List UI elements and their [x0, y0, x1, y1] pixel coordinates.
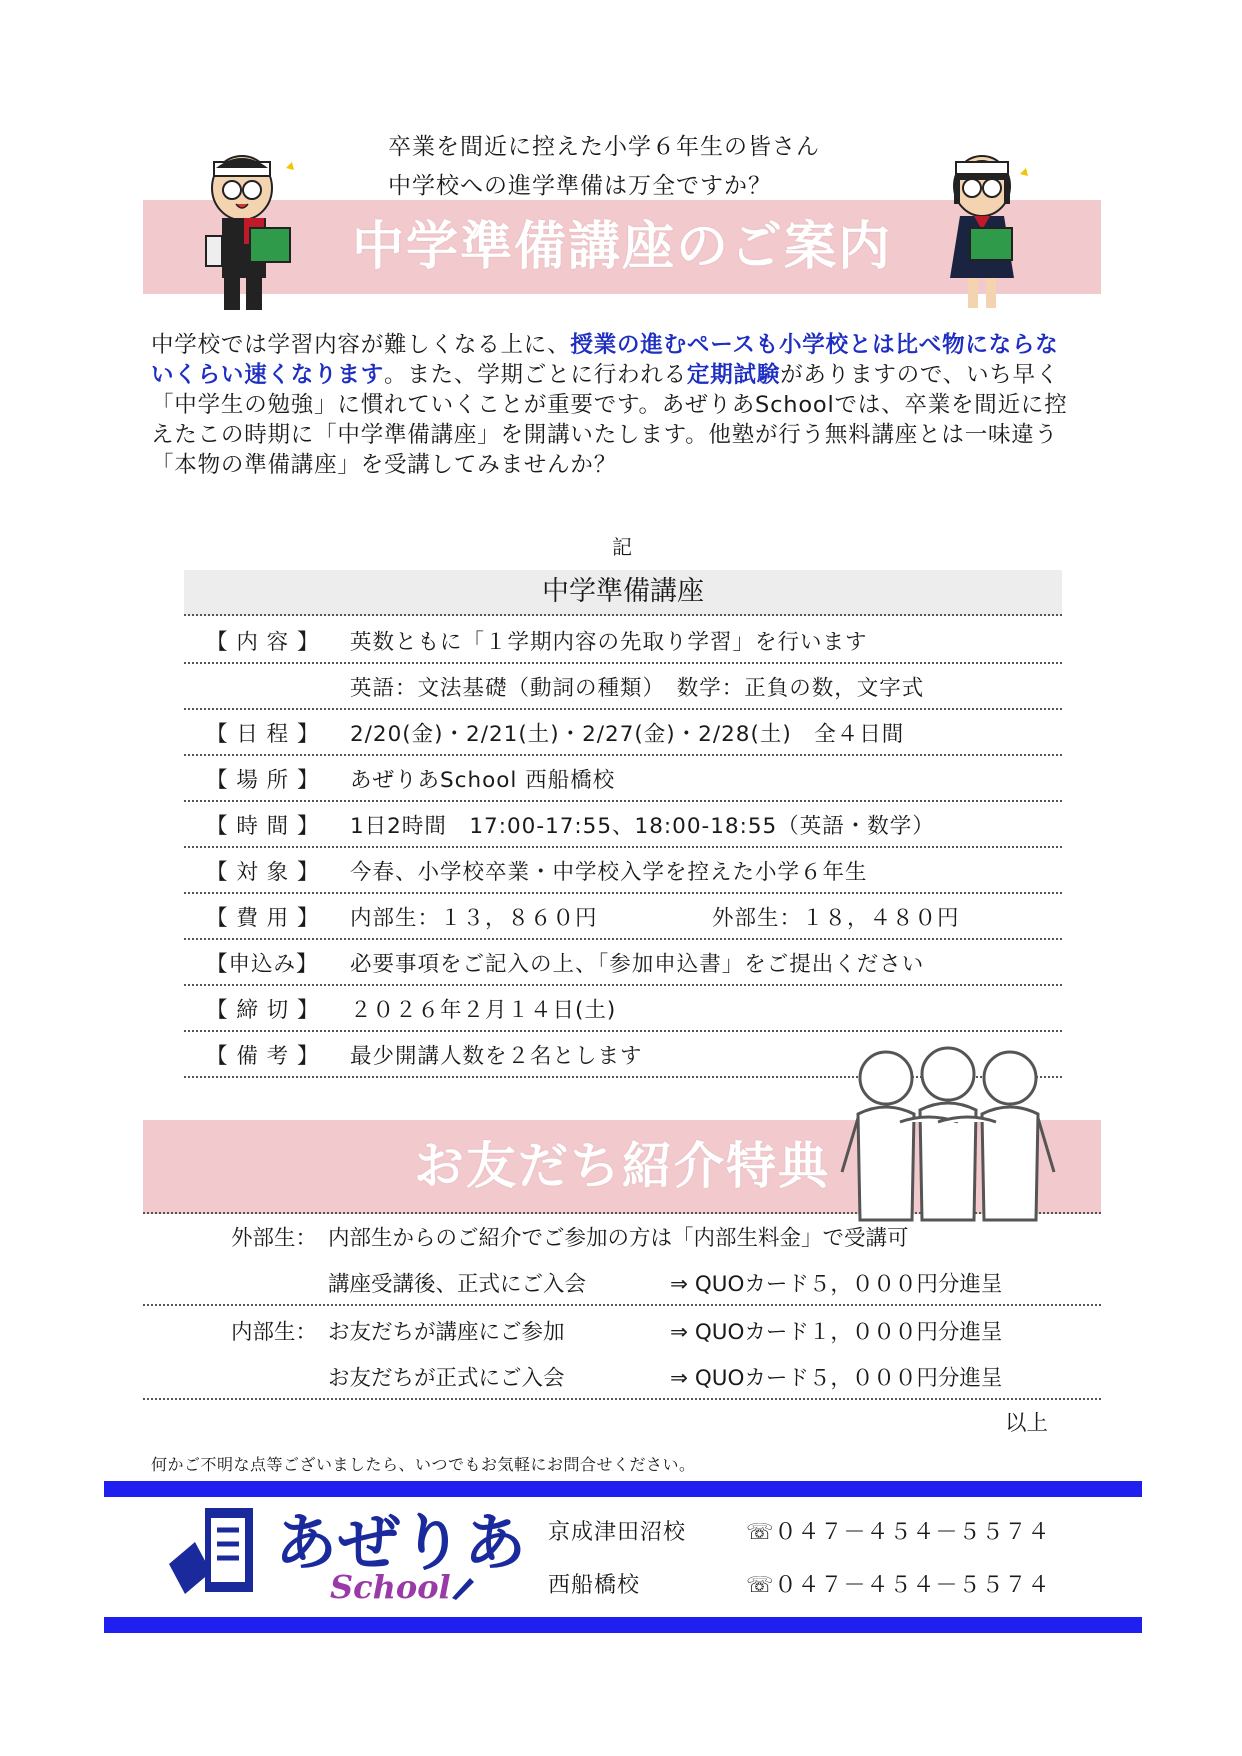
intro-text-3: がありますので、いち早く「中学生の勉強」に慣れていくことが重要です。あぜりあSchoolでは、卒業を間近に控えたこの時期に「中学準備講座」を開講いたします。他塾が行う無料講座とは一味違う「本物の準備講座」を受講してみませんか？ — [151, 362, 1068, 478]
student-boy-illustration — [200, 118, 310, 318]
referral-banner-title: お友だち紹介特典 — [414, 1137, 830, 1195]
intro-highlight-1: 授業の進むペースも小学校とは比べ物にならないくらい速くなります — [151, 332, 1059, 388]
referral-row-internal-join: お友だちが正式にご入会 ⇒ QUOカード５，０００円分進呈 — [143, 1352, 1101, 1400]
inquiry-note: 何かご不明な点等ございましたら、いつでもお気軽にお問合せください。 — [151, 1455, 696, 1474]
footer-top-bar — [104, 1481, 1142, 1497]
course-row-fee: 【 費 用 】 内部生：１３，８６０円 外部生：１８，４８０円 — [184, 892, 1062, 940]
branch-name-2: 西船橋校 — [548, 1573, 641, 1598]
course-row-content: 【 内 容 】 英数ともに「１学期内容の先取り学習」を行います — [184, 616, 1062, 664]
course-row-schedule: 【 日 程 】 2/20(金)・2/21(土)・2/27(金)・2/28(土) 全４日間 — [184, 708, 1062, 756]
branch-phone-1: ☏０４７－４５４－５５７４ — [746, 1520, 1051, 1545]
branch-phone-2: ☏０４７－４５４－５５７４ — [746, 1573, 1051, 1598]
course-row-target: 【 対 象 】 今春、小学校卒業・中学校入学を控えた小学６年生 — [184, 846, 1062, 894]
ki-heading: 記 — [612, 535, 632, 559]
school-logo-icon — [165, 1500, 265, 1600]
logo-school-text: School — [330, 1568, 451, 1606]
course-row-apply: 【申込み】 必要事項をご記入の上、「参加申込書」をご提出ください — [184, 938, 1062, 986]
intro-paragraph — [151, 330, 1081, 480]
intro-line-1: 卒業を間近に控えた小学６年生の皆さん — [388, 134, 820, 160]
intro-text-1: 中学校では学習内容が難しくなる上に、 — [151, 332, 571, 358]
course-row-place: 【 場 所 】 あぜりあSchool 西船橋校 — [184, 754, 1062, 802]
course-row-time: 【 時 間 】 1日2時間 17:00-17:55、18:00-18:55（英語・数学） — [184, 800, 1062, 848]
closing-ijou: 以上 — [1005, 1411, 1049, 1436]
referral-row-external: 外部生： 内部生からのご紹介でご参加の方は「内部生料金」で受講可 — [231, 1226, 909, 1251]
course-row-notes: 【 備 考 】 最少開講人数を２名とします — [184, 1030, 1062, 1078]
course-row-subjects: 英語：文法基礎（動詞の種類） 数学：正負の数，文字式 — [184, 662, 1062, 710]
referral-row-external-join: 講座受講後、正式にご入会 ⇒ QUOカード５，０００円分進呈 — [143, 1258, 1101, 1306]
logo-wordmark: あぜりあ — [275, 1506, 528, 1579]
branch-name-1: 京成津田沼校 — [548, 1520, 687, 1545]
intro-text-2: 。また、学期ごとに行われる — [384, 362, 687, 388]
intro-line-2: 中学校への進学準備は万全ですか？ — [388, 173, 772, 199]
student-girl-illustration — [930, 118, 1040, 318]
course-row-deadline: 【 締 切 】 ２０２６年２月１４日(土) — [184, 984, 1062, 1032]
banner-title: 中学準備講座のご案内 — [351, 217, 892, 277]
friends-illustration — [838, 1042, 1058, 1222]
course-title: 中学準備講座 — [184, 570, 1062, 616]
referral-row-internal: 内部生： お友だちが講座にご参加 ⇒ QUOカード１，０００円分進呈 — [231, 1320, 1003, 1345]
footer-bottom-bar — [104, 1617, 1142, 1633]
intro-highlight-2: 定期試験 — [686, 362, 781, 388]
pen-icon — [448, 1572, 478, 1602]
